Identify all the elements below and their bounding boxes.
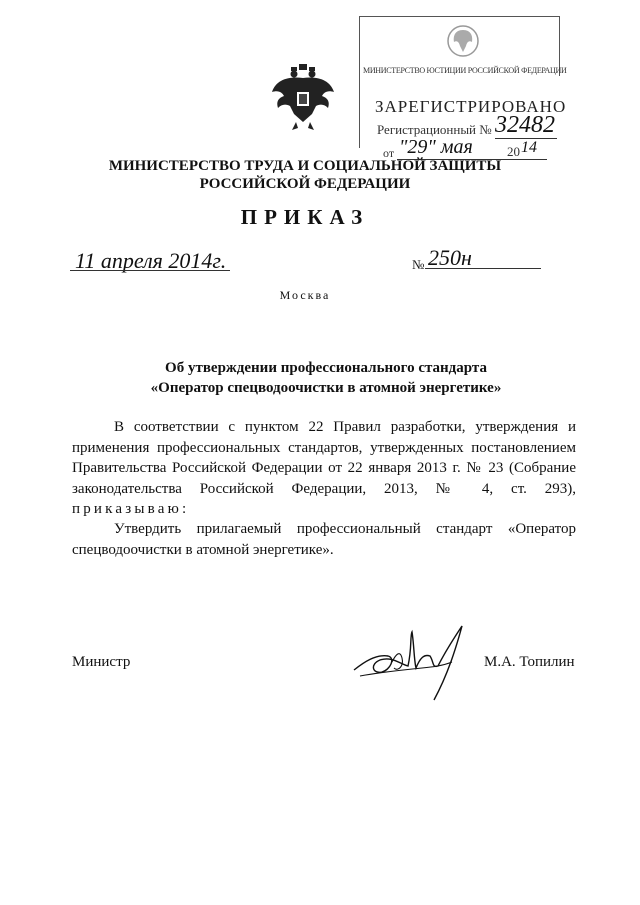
document-type-heading: ПРИКАЗ — [240, 205, 370, 229]
number-underline — [425, 268, 541, 269]
stamp-ministry-text: МИНИСТЕРСТВО ЮСТИЦИИ РОССИЙСКОЙ ФЕДЕРАЦИИ — [363, 66, 567, 75]
date-underline — [70, 270, 230, 271]
body-paragraph-1-text: В соответствии с пунктом 22 Правил разработки, утверждения и применения профессиональных стандартов, утвержденных постановлением Правительства Российской Федерации от 22 января 2013 г. № 23 (Собрание законодательства Российской Федерации, 2013, № 4, ст. 293), — [72, 419, 576, 497]
handwritten-signature — [352, 618, 474, 702]
stamp-date: "29" мая — [399, 136, 473, 158]
body-paragraph-1 — [72, 417, 576, 520]
order-title-line2: «Оператор спецводоочистки в атомной энергетике» — [150, 380, 502, 396]
order-word: приказываю: — [72, 501, 190, 517]
stamp-emblem-icon — [445, 22, 481, 60]
stamp-reg-number: 32482 — [495, 112, 555, 138]
stamp-year: 14 — [521, 139, 537, 156]
signatory-name: М.А. Топилин — [484, 654, 575, 670]
ministry-name-line2: РОССИЙСКОЙ ФЕДЕРАЦИИ — [199, 176, 411, 192]
coat-of-arms-emblem — [268, 62, 338, 132]
stamp-date-prefix: от — [383, 146, 395, 160]
order-title-line1: Об утверждении профессионального стандарта — [165, 360, 487, 376]
stamp-registered-text: ЗАРЕГИСТРИРОВАНО — [375, 97, 567, 116]
order-number: 250н — [428, 245, 472, 270]
registration-stamp — [355, 14, 567, 160]
stamp-year-prefix: 20 — [507, 144, 520, 159]
city-name: Москва — [279, 288, 331, 302]
ministry-name-line1: МИНИСТЕРСТВО ТРУДА И СОЦИАЛЬНОЙ ЗАЩИТЫ — [108, 158, 502, 174]
signatory-position: Министр — [72, 654, 131, 670]
stamp-reg-number-label: Регистрационный № — [377, 122, 492, 137]
order-number-label: № — [412, 257, 425, 272]
body-paragraph-2: Утвердить прилагаемый профессиональный стандарт «Оператор спецводоочистки в атомной энергетике». — [72, 521, 576, 558]
order-date: 11 апреля 2014г. — [75, 248, 227, 273]
